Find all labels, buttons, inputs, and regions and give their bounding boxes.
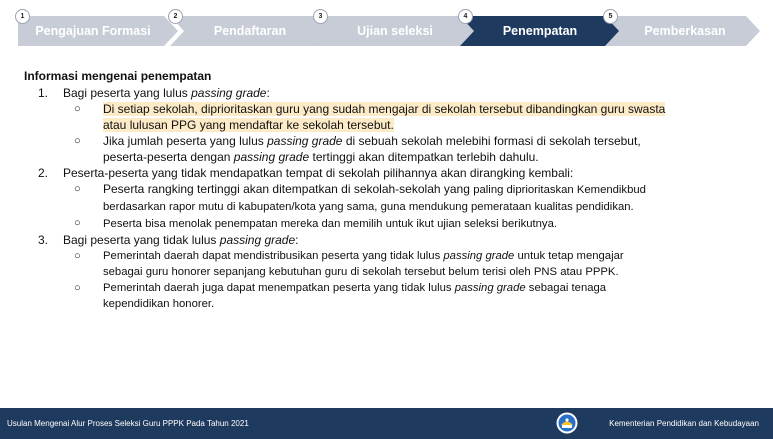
- highlighted-text: atau lulusan PPG yang mendaftar ke sekolah tersebut.: [103, 118, 394, 132]
- sub-item-text: kependidikan honorer.: [103, 298, 215, 310]
- step-pemberkasan[interactable]: [605, 16, 760, 46]
- step-pendaftaran[interactable]: [170, 16, 330, 46]
- sub-item-text: Peserta bisa menolak penempatan mereka dan memilih untuk ikut ujian seleksi berikutnya.: [103, 218, 557, 230]
- list-item: [24, 85, 744, 101]
- sub-list-item: [24, 248, 744, 280]
- item-number: 2.: [38, 166, 49, 180]
- footer-bar: [0, 408, 773, 439]
- sub-item-text: paling diprioritaskan Kemendikbud: [473, 184, 646, 196]
- sub-list-item: [24, 101, 744, 133]
- sub-list-item: [24, 181, 744, 215]
- section-title: Informasi mengenai penempatan: [24, 69, 212, 83]
- item-text-italic: passing grade: [219, 233, 296, 247]
- step-pengajuan-formasi[interactable]: [18, 16, 178, 46]
- sub-list-item: [24, 215, 744, 232]
- item-number: 1.: [38, 86, 49, 100]
- item-text: :: [266, 86, 270, 100]
- sub-item-text: di sebuah sekolah melebihi formasi di sekolah tersebut,: [342, 134, 641, 148]
- step-label: Ujian seleksi: [357, 24, 433, 38]
- sub-item-text: sebagai tenaga: [525, 282, 607, 294]
- hollow-circle-bullet-icon: ○: [74, 103, 81, 115]
- sub-item-text: Peserta rangking tertinggi akan ditempatkan di sekolah-sekolah yang: [103, 182, 474, 196]
- step-label: Penempatan: [502, 24, 578, 38]
- item-text: :: [295, 233, 299, 247]
- step-label: Pemberkasan: [644, 24, 726, 38]
- sub-item-text: sebagai guru honorer sepanjang kebutuhan guru di sekolah tersebut belum terisi oleh PNS atau PPPK.: [103, 266, 619, 278]
- item-text: Peserta-peserta yang tidak mendapatkan tempat di sekolah pilihannya akan dirangking kembali:: [63, 166, 574, 180]
- penempatan-info: [24, 68, 744, 312]
- sub-item-text-italic: passing grade: [267, 134, 343, 148]
- sub-list-item: [24, 280, 744, 312]
- step-label: Pendaftaran: [213, 24, 287, 38]
- step-number-badge: 1: [15, 9, 30, 24]
- sub-item-text: tertinggi akan ditempatkan terlebih dahulu.: [309, 150, 539, 164]
- sub-item-text: untuk tetap mengajar: [514, 250, 624, 262]
- footer-title: Usulan Mengenai Alur Proses Seleksi Guru PPPK Pada Tahun 2021: [7, 419, 249, 428]
- sub-list-item: [24, 133, 744, 165]
- sub-item-text-italic: passing grade: [443, 250, 515, 262]
- hollow-circle-bullet-icon: ○: [74, 135, 81, 147]
- highlighted-text: Di setiap sekolah, diprioritaskan guru yang sudah mengajar di sekolah tersebut dibandingkan guru swasta: [103, 102, 666, 116]
- list-item: [24, 232, 744, 248]
- step-number-badge: 3: [313, 9, 328, 24]
- item-text: Bagi peserta yang tidak lulus: [63, 233, 220, 247]
- sub-item-text-italic: passing grade: [454, 282, 526, 294]
- step-number-badge: 5: [603, 9, 618, 24]
- sub-item-text: berdasarkan rapor mutu di kabupaten/kota yang sama, guna mendukung pemerataan kualitas pendidikan.: [103, 201, 634, 213]
- hollow-circle-bullet-icon: ○: [74, 183, 81, 195]
- step-penempatan[interactable]: [460, 16, 620, 46]
- process-stepper: [18, 9, 760, 47]
- sub-item-text: Pemerintah daerah juga dapat menempatkan peserta yang tidak lulus: [103, 282, 455, 294]
- item-text: Bagi peserta yang lulus: [63, 86, 192, 100]
- item-text-italic: passing grade: [191, 86, 267, 100]
- hollow-circle-bullet-icon: ○: [74, 282, 81, 294]
- sub-item-text-italic: passing grade: [233, 150, 310, 164]
- hollow-circle-bullet-icon: ○: [74, 250, 81, 262]
- item-number: 3.: [38, 233, 49, 247]
- step-ujian-seleksi[interactable]: [315, 16, 475, 46]
- hollow-circle-bullet-icon: ○: [74, 217, 81, 229]
- list-item: [24, 165, 744, 181]
- step-number-badge: 2: [168, 9, 183, 24]
- footer-org-name: Kementerian Pendidikan dan Kebudayaan: [609, 419, 759, 428]
- sub-item-text: Pemerintah daerah dapat mendistribusikan peserta yang tidak lulus: [103, 250, 444, 262]
- sub-item-text: Jika jumlah peserta yang lulus: [103, 134, 268, 148]
- step-number-badge: 4: [458, 9, 473, 24]
- sub-item-text: peserta-peserta dengan: [103, 150, 234, 164]
- kemendikbud-logo-icon: [556, 412, 578, 434]
- step-label: Pengajuan Formasi: [35, 24, 151, 38]
